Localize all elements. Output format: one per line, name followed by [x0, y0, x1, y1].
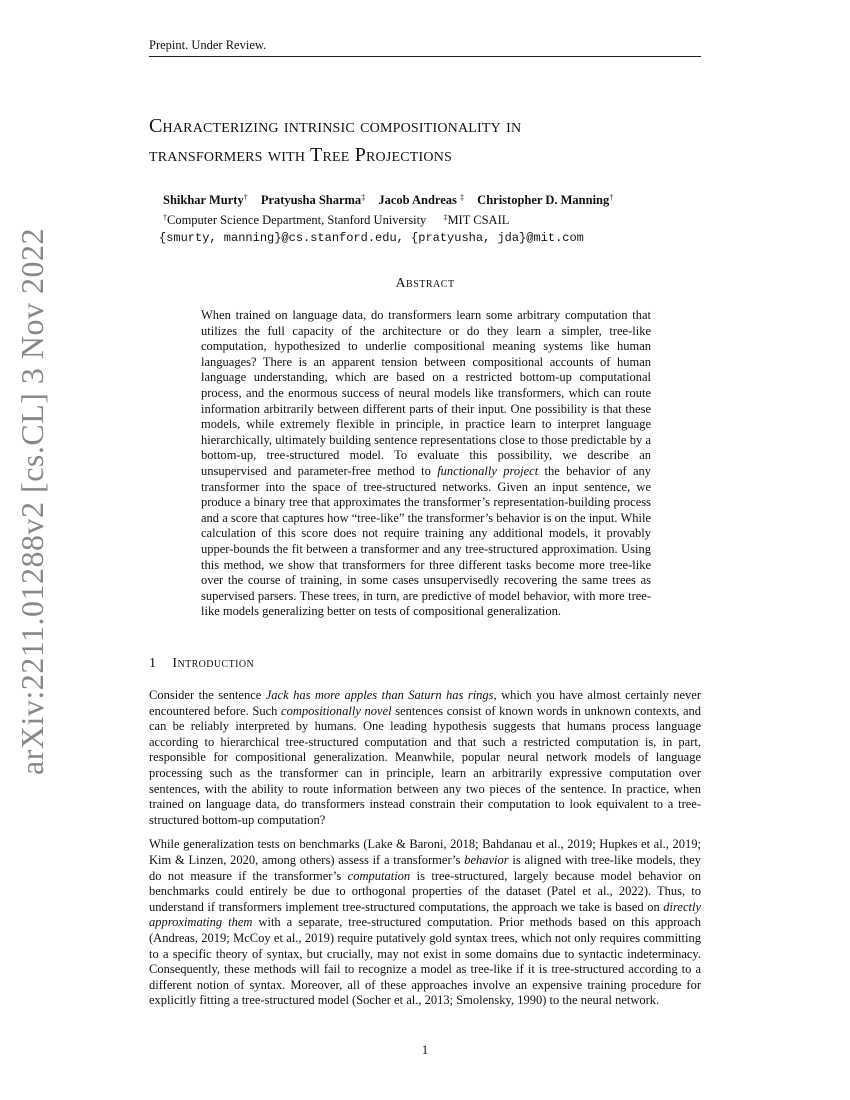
section-heading-introduction	[149, 656, 254, 672]
author-name: Christopher D. Manning†	[477, 193, 614, 207]
page-number: 1	[421, 1043, 429, 1057]
author-affiliations	[163, 209, 723, 229]
author-block	[159, 189, 723, 247]
author-name: Pratyusha Sharma‡	[260, 193, 366, 207]
abstract-text: When trained on language data, do transformers learn some arbitrary computation that utilizes the full capacity of the architecture or do they learn a simpler, tree-like computation, hypothesized to underlie compositional meaning systems like human languages? There is an apparent tension between compositional accounts of human language understanding, which are based on a restricted bottom-up computational process, and the enormous success of neural models like transformers, which can route information arbitrarily between different parts of their input. One possibility is that these models, while extremely flexible in principle, in practice learn to interpret language hierarchically, ultimately building sentence representations close to those predictable by a bottom-up, tree-structured model. To evaluate this possibility, we describe an unsupervised and parameter-free method to functionally project the behavior of any transformer into the space of tree-structured networks. Given an input sentence, we produce a binary tree that approximates the transformer’s representation-building process and a score that captures how “tree-like” the transformer’s behavior is on the input. While calculation of this score does not require training any additional models, it provably upper-bounds the fit between a transformer and any tree-structured approximation. Using this method, we show that transformers for three different tasks become more tree-like over the course of training, in some cases unsupervisedly recovering the same trees as supervised parsers. These trees, in turn, are predictive of model behavior, with more tree-like models generalizing better on tests of compositional generalization.	[201, 308, 652, 619]
author-emails: {smurty, manning}@cs.stanford.edu, {pratyusha, jda}@mit.com	[159, 231, 584, 245]
affiliation-stanford: †Computer Science Department, Stanford University	[163, 213, 427, 227]
author-name: Shikhar Murty†	[163, 193, 248, 207]
arxiv-identifier-text: arXiv:2211.01288v2 [cs.CL] 3 Nov 2022	[14, 227, 50, 775]
paper-title-line-2: transformers with Tree Projections	[149, 144, 453, 166]
section-number: 1	[149, 656, 157, 671]
emphasis: compositionally novel	[281, 703, 392, 718]
running-header	[149, 37, 701, 57]
emphasis: functionally project	[437, 463, 539, 478]
emphasis: behavior	[464, 852, 509, 867]
review-status-note: Prepint. Under Review.	[149, 38, 267, 52]
paper-title	[149, 112, 749, 170]
introduction-body	[149, 688, 701, 1018]
emphasis: directly approximating them	[149, 899, 701, 930]
author-names	[163, 189, 723, 209]
section-title: Introduction	[172, 656, 255, 671]
abstract-heading: Abstract	[395, 276, 455, 291]
emphasis: computation	[347, 868, 411, 883]
paragraph: While generalization tests on benchmarks (Lake & Baroni, 2018; Bahdanau et al., 2019; Hupkes et al., 2019; Kim & Linzen, 2020, among others) assess if a transformer’s behavior is aligned with tree-like models, they do not measure if the transformer’s computation is tree-structured, largely because model behavior on benchmarks could entirely be due to orthogonal properties of the dataset (Patel et al., 2022). Thus, to understand if transformers implement tree-structured computations, the approach we take is based on directly approximating them with a separate, tree-structured computation. Prior methods based on this approach (Andreas, 2019; McCoy et al., 2019) require putatively gold syntax trees, which not only requires committing to a specific theory of syntax, but crucially, may not exist in some domains due to syntactic indeterminacy. Consequently, these methods will fail to recognize a model as tree-like if it is tree-structured according to a different notion of syntax. Moreover, all of these approaches involve an expensive training procedure for explicitly fitting a tree-structured model (Socher et al., 2013; Smolensky, 1990) to the neural network.	[149, 837, 701, 1008]
paragraph: Consider the sentence Jack has more apples than Saturn has rings, which you have almost certainly never encountered before. Such compositionally novel sentences consist of known words in unknown contexts, and can be reliably interpreted by humans. One leading hypothesis suggests that humans process language according to hierarchical tree-structured computation and that such a restricted computation is, in part, responsible for compositional generalization. Meanwhile, popular neural network models of language processing such as the transformer can in principle, learn an arbitrarily expressive computation over sentences, with the ability to route information between any two pieces of the sentence. In practice, when trained on language data, do transformers instead constrain their computation to look equivalent to a tree-structured bottom-up computation?	[149, 688, 701, 827]
author-name: Jacob Andreas ‡	[378, 193, 465, 207]
affiliation-mit: ‡MIT CSAIL	[443, 213, 510, 227]
emphasis: Jack has more apples than Saturn has rings	[265, 688, 494, 702]
paper-title-line-1: Characterizing intrinsic compositionality in	[149, 115, 522, 137]
